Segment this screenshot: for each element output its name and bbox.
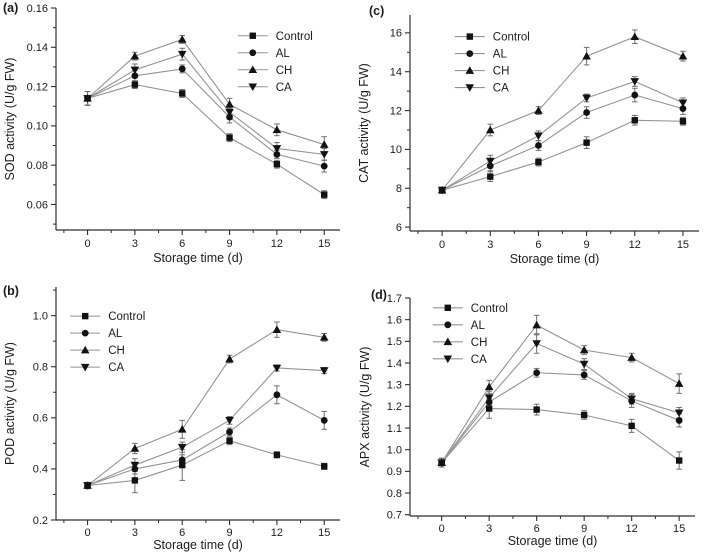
square-marker bbox=[680, 118, 686, 124]
legend-item-CA bbox=[238, 82, 292, 94]
panel-c bbox=[355, 0, 709, 278]
circle-marker bbox=[466, 50, 473, 57]
circle-marker bbox=[676, 417, 683, 424]
panel-label-d: (d) bbox=[371, 288, 387, 302]
series-line-Control bbox=[88, 85, 325, 195]
y-tick-label: 1.3 bbox=[386, 379, 402, 392]
series-line-CA bbox=[442, 81, 683, 190]
circle-marker bbox=[583, 109, 590, 116]
x-axis-title: Storage time (d) bbox=[509, 252, 600, 266]
circle-marker bbox=[179, 66, 186, 73]
legend-label-CA: CA bbox=[492, 82, 509, 95]
y-tick-label: 12 bbox=[389, 105, 402, 118]
triangle-up-marker bbox=[178, 425, 187, 433]
legend-item-AL bbox=[433, 320, 486, 332]
circle-marker bbox=[226, 428, 233, 435]
legend-item-CA bbox=[455, 83, 509, 95]
y-tick-label: 1.2 bbox=[386, 401, 402, 414]
circle-marker bbox=[581, 372, 588, 379]
triangle-up-marker bbox=[225, 355, 234, 363]
x-tick-label: 3 bbox=[486, 523, 493, 535]
square-marker bbox=[628, 423, 634, 429]
y-tick-label: 0.06 bbox=[26, 199, 48, 212]
legend-label-CH: CH bbox=[275, 64, 293, 77]
triangle-up-marker bbox=[580, 346, 589, 354]
square-marker bbox=[676, 457, 682, 463]
square-marker bbox=[321, 191, 327, 197]
panel-d bbox=[355, 278, 709, 556]
legend-label-CA: CA bbox=[275, 81, 292, 94]
triangle-up-marker bbox=[178, 35, 187, 43]
y-tick-label: 16 bbox=[389, 27, 402, 40]
x-tick-label: 12 bbox=[625, 523, 638, 535]
triangle-up-marker bbox=[273, 126, 282, 134]
legend-item-CH bbox=[238, 65, 293, 77]
legend bbox=[70, 311, 145, 374]
x-tick-label: 9 bbox=[583, 239, 590, 251]
triangle-down-marker bbox=[582, 95, 591, 103]
triangle-up-marker bbox=[131, 444, 140, 452]
series-CH bbox=[438, 32, 687, 193]
legend bbox=[433, 303, 508, 366]
square-marker bbox=[226, 134, 232, 140]
x-tick-label: 9 bbox=[226, 527, 233, 539]
triangle-up-marker bbox=[273, 325, 282, 333]
square-marker bbox=[581, 412, 587, 418]
y-tick-label: 14 bbox=[389, 66, 402, 79]
panel-label-a: (a) bbox=[3, 1, 19, 15]
circle-marker bbox=[321, 163, 328, 170]
y-tick-label: 0.14 bbox=[26, 42, 48, 55]
triangle-up-marker bbox=[630, 32, 639, 40]
triangle-down-marker bbox=[225, 417, 234, 425]
triangle-down-marker bbox=[320, 367, 329, 375]
y-tick-label: 0.16 bbox=[26, 2, 48, 15]
square-marker bbox=[535, 159, 541, 165]
legend-item-AL bbox=[238, 48, 291, 60]
legend-item-Control bbox=[238, 31, 313, 43]
x-tick-label: 3 bbox=[131, 238, 138, 250]
triangle-down-marker bbox=[675, 410, 684, 418]
series-CA bbox=[438, 78, 687, 194]
circle-marker bbox=[321, 417, 328, 424]
triangle-down-marker bbox=[534, 133, 543, 141]
x-tick-label: 3 bbox=[131, 527, 138, 539]
square-marker bbox=[632, 117, 638, 123]
x-axis-title: Storage time (d) bbox=[153, 538, 243, 552]
legend-item-CH bbox=[455, 66, 510, 78]
square-marker bbox=[226, 438, 232, 444]
legend-item-CH bbox=[433, 337, 488, 349]
square-marker bbox=[274, 452, 280, 458]
x-tick-label: 15 bbox=[673, 523, 686, 535]
y-tick-label: 0.7 bbox=[386, 509, 402, 522]
y-axis-title: SOD activity (U/g FW) bbox=[3, 57, 17, 181]
y-tick-label: 0.2 bbox=[32, 514, 48, 527]
y-tick-label: 1.4 bbox=[386, 357, 402, 370]
error-bars bbox=[85, 36, 327, 199]
series-line-Control bbox=[88, 441, 325, 486]
triangle-down-marker bbox=[320, 151, 329, 159]
series-line-CA bbox=[88, 368, 325, 486]
y-tick-label: 1.5 bbox=[386, 336, 402, 349]
series-line-AL bbox=[442, 373, 679, 463]
chart-b-pod-activity bbox=[0, 278, 355, 556]
x-tick-label: 15 bbox=[318, 527, 331, 539]
square-marker bbox=[132, 81, 138, 87]
legend-label-Control: Control bbox=[492, 31, 530, 44]
legend bbox=[238, 31, 313, 94]
x-tick-label: 0 bbox=[439, 239, 446, 251]
y-tick-label: 0.9 bbox=[386, 466, 402, 479]
square-marker bbox=[82, 313, 88, 319]
legend-item-CA bbox=[433, 354, 487, 366]
x-tick-label: 15 bbox=[676, 239, 690, 251]
circle-marker bbox=[533, 369, 540, 376]
x-tick-label: 9 bbox=[581, 523, 588, 535]
x-tick-label: 12 bbox=[628, 239, 641, 251]
x-tick-label: 0 bbox=[84, 238, 91, 250]
series-line-Control bbox=[442, 120, 683, 190]
y-tick-label: 1.0 bbox=[386, 444, 402, 457]
x-tick-label: 9 bbox=[226, 238, 233, 250]
y-tick-label: 10 bbox=[389, 144, 402, 157]
triangle-up-marker bbox=[675, 379, 684, 387]
circle-marker bbox=[249, 49, 256, 56]
circle-marker bbox=[535, 142, 542, 149]
x-tick-label: 15 bbox=[318, 238, 331, 250]
legend-item-AL bbox=[70, 328, 123, 340]
legend bbox=[455, 32, 530, 95]
square-marker bbox=[583, 139, 589, 145]
panel-a bbox=[0, 0, 355, 278]
panel-label-b: (b) bbox=[3, 284, 19, 298]
triangle-down-marker bbox=[580, 361, 589, 369]
y-tick-label: 1.6 bbox=[386, 314, 402, 327]
circle-marker bbox=[273, 391, 280, 398]
circle-marker bbox=[631, 92, 638, 99]
panel-label-c: (c) bbox=[369, 4, 385, 18]
circle-marker bbox=[179, 457, 186, 464]
legend-item-Control bbox=[455, 32, 530, 44]
y-tick-label: 1.1 bbox=[386, 422, 402, 435]
square-marker bbox=[250, 33, 256, 39]
panel-b bbox=[0, 278, 355, 556]
x-tick-label: 6 bbox=[533, 523, 540, 535]
x-tick-label: 6 bbox=[535, 239, 542, 251]
y-tick-label: 0.8 bbox=[386, 487, 402, 500]
circle-marker bbox=[444, 321, 451, 328]
legend-label-CH: CH bbox=[108, 345, 125, 358]
legend-label-CH: CH bbox=[470, 336, 488, 349]
triangle-up-marker bbox=[532, 321, 541, 329]
y-tick-label: 0.6 bbox=[32, 412, 48, 425]
x-tick-label: 12 bbox=[270, 238, 284, 250]
triangle-up-marker bbox=[486, 126, 495, 134]
series-line-AL bbox=[442, 95, 683, 190]
legend-label-AL: AL bbox=[108, 328, 123, 341]
triangle-down-marker bbox=[225, 109, 234, 117]
series-lines bbox=[88, 39, 325, 194]
y-tick-label: 0.4 bbox=[32, 463, 48, 476]
y-axis-title: CAT activity (U/g FW) bbox=[357, 63, 371, 183]
y-tick-label: 1.0 bbox=[32, 310, 48, 323]
series-line-CH bbox=[442, 37, 683, 190]
triangle-down-marker bbox=[679, 99, 688, 107]
legend-item-AL bbox=[455, 49, 508, 61]
legend-label-CH: CH bbox=[492, 65, 510, 78]
x-tick-label: 0 bbox=[84, 527, 91, 539]
triangle-down-marker bbox=[178, 444, 187, 452]
square-marker bbox=[274, 161, 280, 167]
y-tick-label: 8 bbox=[395, 183, 402, 196]
chart-d-apx-activity bbox=[355, 278, 709, 556]
axes bbox=[33, 287, 340, 539]
series-line-AL bbox=[88, 395, 325, 486]
x-tick-label: 12 bbox=[270, 527, 284, 539]
legend-item-Control bbox=[433, 303, 508, 315]
chart-a-sod-activity bbox=[0, 0, 355, 278]
square-marker bbox=[445, 305, 451, 311]
error-bars bbox=[439, 30, 685, 193]
series-Control bbox=[84, 438, 327, 489]
x-tick-label: 6 bbox=[179, 238, 186, 250]
legend-label-CA: CA bbox=[470, 353, 487, 366]
legend-item-CH bbox=[70, 345, 125, 357]
square-marker bbox=[486, 405, 492, 411]
square-marker bbox=[487, 173, 493, 179]
legend-label-Control: Control bbox=[275, 30, 313, 43]
triangle-up-marker bbox=[225, 100, 234, 108]
y-tick-label: 0.12 bbox=[26, 81, 48, 94]
legend-label-AL: AL bbox=[492, 48, 507, 61]
legend-label-AL: AL bbox=[470, 319, 485, 332]
y-axis-title: POD activity (U/g FW) bbox=[3, 342, 17, 465]
legend-label-CA: CA bbox=[108, 362, 125, 375]
axes bbox=[387, 293, 695, 535]
square-marker bbox=[467, 33, 473, 39]
circle-marker bbox=[82, 330, 89, 337]
x-axis-title: Storage time (d) bbox=[153, 251, 243, 265]
legend-label-Control: Control bbox=[108, 311, 146, 324]
series-AL bbox=[439, 92, 687, 194]
series-lines bbox=[442, 37, 683, 190]
x-tick-label: 6 bbox=[179, 527, 186, 539]
series-Control bbox=[84, 81, 327, 197]
triangle-up-marker bbox=[679, 52, 688, 60]
legend-label-Control: Control bbox=[470, 302, 508, 315]
axes bbox=[390, 15, 699, 251]
chart-c-cat-activity bbox=[355, 0, 709, 278]
y-tick-label: 0.8 bbox=[32, 361, 48, 374]
triangle-down-marker bbox=[131, 67, 140, 75]
legend-item-CA bbox=[70, 362, 124, 374]
square-marker bbox=[321, 463, 327, 469]
x-tick-label: 3 bbox=[487, 239, 494, 251]
y-tick-label: 0.10 bbox=[26, 120, 48, 133]
square-marker bbox=[132, 477, 138, 483]
legend-label-AL: AL bbox=[275, 47, 290, 60]
square-marker bbox=[179, 90, 185, 96]
y-tick-label: 1.7 bbox=[386, 292, 402, 305]
y-tick-label: 6 bbox=[395, 221, 402, 234]
legend-item-Control bbox=[70, 311, 145, 323]
y-axis-title: APX activity (U/g FW) bbox=[358, 346, 372, 468]
y-tick-label: 0.08 bbox=[26, 159, 48, 172]
x-tick-label: 0 bbox=[438, 523, 445, 535]
square-marker bbox=[533, 406, 539, 412]
triangle-up-marker bbox=[582, 52, 591, 60]
x-axis-title: Storage time (d) bbox=[507, 534, 598, 548]
